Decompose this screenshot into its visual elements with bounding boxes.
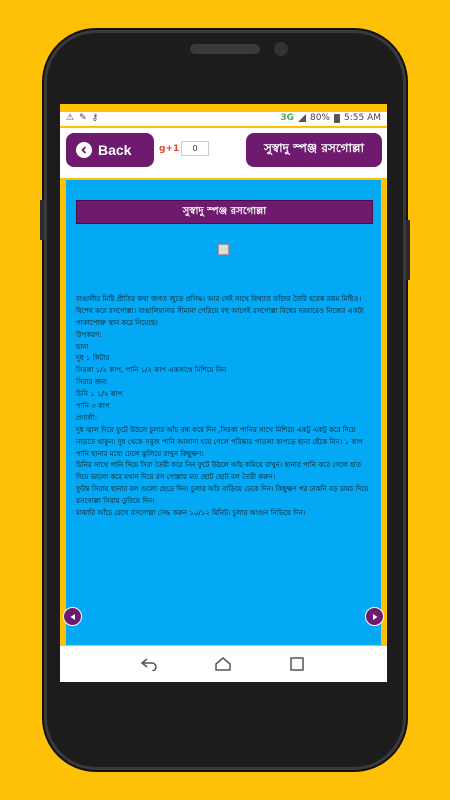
home-icon <box>214 656 232 672</box>
paragraph: উপকরণ: <box>76 330 102 339</box>
gplus-count: 0 <box>181 141 209 156</box>
phone-camera <box>274 42 288 56</box>
recents-icon <box>288 656 306 672</box>
paragraph: ফুটন্ত সিরায় ছানার বল গুলো ছেড়ে দিন। চুলার আঁচ বাড়িয়ে ঢেকে দিন। কিছুক্ষণ পর ঢাকনি বড় চামচ দিয়ে রসগোল্লা সিরায় ডুবিয়ে দিন। <box>76 485 369 506</box>
back-button[interactable] <box>66 133 154 167</box>
content-area[interactable] <box>66 180 381 645</box>
paragraph: দুধ ১ লিটার <box>76 354 110 363</box>
prev-page-button[interactable] <box>63 607 82 626</box>
next-page-button[interactable] <box>365 607 384 626</box>
back-label: Back <box>98 142 132 158</box>
chevron-left-icon <box>76 142 92 158</box>
app-bar <box>60 128 387 178</box>
paragraph: সিরকা ১/২ কাপ, পানি ১/২ কাপ একসাথে মিশিয়ে নিন <box>76 366 227 375</box>
paragraph: চিনির সাথে পানি দিয়ে সিরা তৈরী করে নিন ফুটে উঠলে আঁচ কমিয়ে রাখুন। ছানার পানি ঝরে গেলে হাত দিয়ে ভালো করে মথান দিয়ে রস গোল্লার মত ছোট ছোট বল তৈরী করুন। <box>76 461 362 482</box>
screen <box>60 104 387 682</box>
triangle-left-icon <box>69 613 77 621</box>
back-arrow-icon <box>140 657 158 671</box>
paragraph: বাঙালীর মিষ্টি প্রীতির কথা জগত জুড়ে প্রসিদ্ধ। আর সেই সাথে বিখ্যাত তাঁদের তৈরি হরেক রকম মিষ্টিও। বিশেষ করে রসগোল্লা। বাঙালিয়ানার সীমানা পেরিয়ে বহু আগেই রসগোল্লা বিশ্বের দরবারেও নিজের একটা পাকাপোক্ত স্থান করে নিয়েছে। <box>76 295 364 327</box>
triangle-right-icon <box>371 613 379 621</box>
paragraph: দুধ জ্বাল দিয়ে ফুটে উঠলে চুলার আঁচ বন্ধ করে দিন ,সিরকা পানির সাথে মিশিয়ে একটু একটু করে দিয়ে নাড়তে থাকুন। দুধ থেকে সবুজ পানি আলাদা হয়ে গেলে পরিষ্কার পাতলা কাপড়ে ছানা ছেঁকে নিন। ১ কাপ পানি ছানার মধ্যে ঢেলে ঝুলিয়ে রাখুন কিছুক্ষণ। <box>76 425 363 458</box>
clock: 5:55 AM <box>344 113 381 123</box>
paragraph: মাঝারি আঁচে রেখে রসগোল্লা সেদ্ধ করুন ১০/১২ মিনিট। চুলার আগুন নিভিয়ে দিন। <box>76 509 306 518</box>
paragraph: চিনি ১ ১/২ কাপ <box>76 390 123 399</box>
bug-icon: ✎ <box>79 113 87 123</box>
page-title: সুস্বাদু স্পঞ্জ রসগোল্লা <box>246 133 382 167</box>
battery-percent: 80% <box>309 113 330 123</box>
network-type: 3G <box>280 113 294 123</box>
key-icon: ⚷ <box>91 113 99 123</box>
nav-recents-button[interactable] <box>286 654 308 674</box>
broken-image-icon <box>218 244 229 255</box>
volume-button <box>40 200 44 240</box>
battery-icon <box>334 114 340 123</box>
warning-icon: ⚠ <box>66 113 75 123</box>
gplus-button[interactable]: g+1 <box>159 144 180 154</box>
nav-back-button[interactable] <box>138 654 160 674</box>
paragraph: ছানা <box>76 342 89 351</box>
recipe-text <box>76 294 372 520</box>
status-bar <box>60 112 387 126</box>
system-nav-bar <box>60 646 387 682</box>
power-button <box>406 220 410 280</box>
signal-icon <box>298 114 306 122</box>
phone-speaker <box>190 44 260 54</box>
nav-home-button[interactable] <box>212 654 234 674</box>
paragraph: পানি ৩ কাপ <box>76 402 110 411</box>
paragraph: প্রণালী: <box>76 413 98 422</box>
content-heading: সুস্বাদু স্পঞ্জ রসগোল্লা <box>76 200 373 224</box>
paragraph: সিরার জন্য <box>76 378 108 387</box>
